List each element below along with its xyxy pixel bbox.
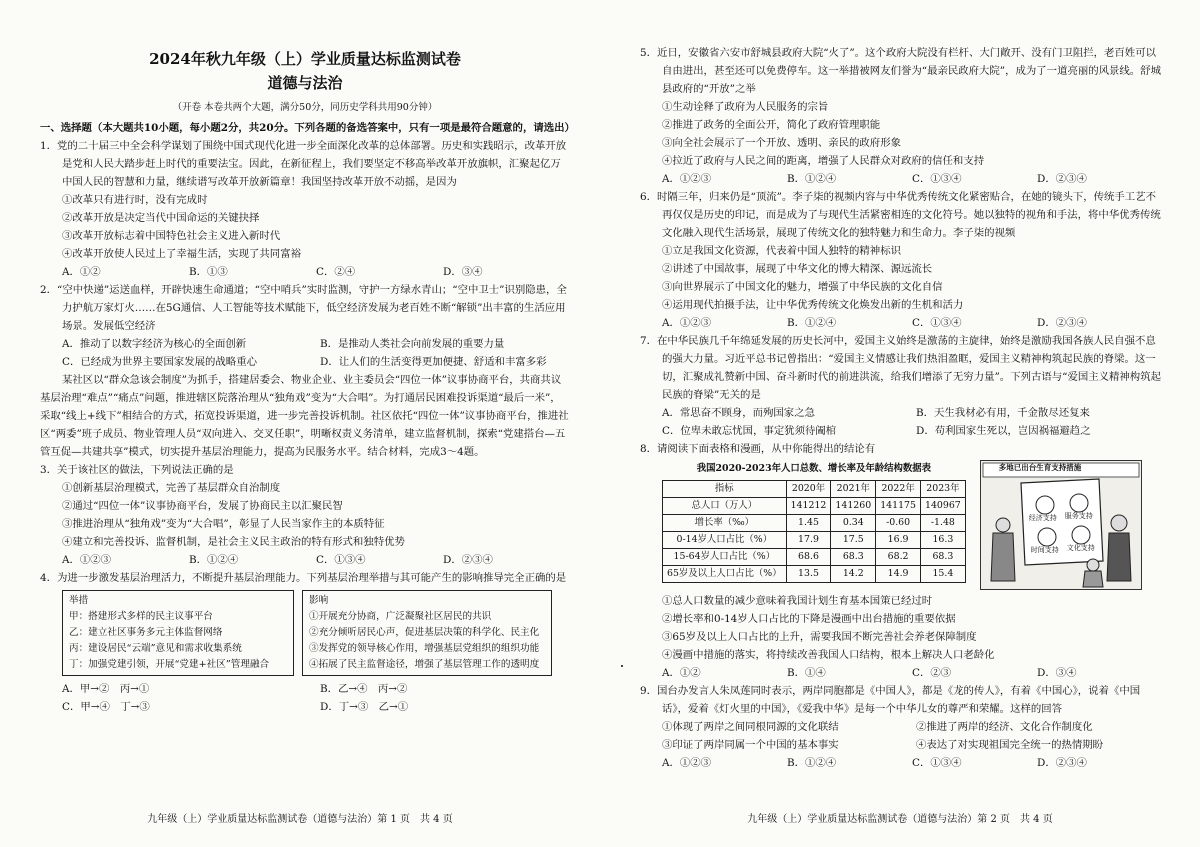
option-b: B．①②④	[787, 173, 837, 185]
table-cell: 1.45	[786, 515, 831, 532]
policy-cartoon	[980, 460, 1142, 590]
table-row	[663, 532, 966, 549]
effect-item: ②充分倾听居民心声，促进基层决策的科学化、民主化	[309, 627, 540, 638]
measures-column	[62, 590, 294, 676]
option-c: C．位卑未敢忘忧国，事定犹须待阖棺	[662, 425, 837, 437]
statement-grid	[640, 718, 1162, 754]
table-cell: 14.2	[831, 566, 876, 583]
table-title: 我国2020-2023年人口总数、增长率及年龄结构数据表	[696, 463, 931, 474]
table-row	[663, 498, 966, 515]
answer-options	[640, 404, 1162, 440]
table-header-cell: 指标	[663, 481, 787, 498]
answer-options	[40, 551, 570, 569]
option-b: B．①②④	[787, 317, 837, 329]
table-cell: 0-14岁人口占比（%）	[663, 532, 787, 549]
option-d: D．②③④	[1037, 317, 1087, 329]
statement-item: ①生动诠释了政府为人民服务的宗旨	[662, 101, 829, 113]
answer-options	[40, 680, 570, 716]
option-a: A．①②③	[662, 757, 712, 769]
table-header-cell: 2022年	[876, 481, 921, 498]
table-cell: 68.3	[831, 549, 876, 566]
section-heading: 一、选择题（本大题共10小题，每小题2分，共20分。下列各题的备选答案中，只有一项是最符合题意的，请选出）	[40, 122, 575, 134]
answer-options	[640, 664, 1162, 682]
cartoon-caption: 多地已出台生育支持措施	[998, 463, 1082, 472]
table-cell: 68.3	[920, 549, 965, 566]
statement-item: ④表达了对实现祖国完全统一的热情期盼	[916, 739, 1104, 751]
question-6	[640, 188, 1162, 332]
statement-item: ②改革开放是决定当代中国命运的关键抉择	[62, 212, 260, 224]
statement-item: ③向世界展示了中国文化的魅力，增强了中华民族的文化自信	[662, 281, 943, 293]
table-header-cell: 2021年	[831, 481, 876, 498]
table-header-cell: 2020年	[786, 481, 831, 498]
statement-item: ②推进了两岸的经济、文化合作制度化	[916, 721, 1093, 733]
page-footer: 九年级（上）学业质量达标监测试卷（道德与法治）第 2 页 共 4 页	[747, 814, 1053, 825]
option-c: C．①③④	[912, 173, 962, 185]
cartoon-label: 服务支持	[1064, 512, 1093, 520]
table-cell: 16.3	[920, 532, 965, 549]
statement-item: ①总人口数量的减少意味着我国计划生育基本国策已经过时	[662, 595, 933, 607]
question-stem: 8．请阅读下面表格和漫画，从中你能得出的结论有	[640, 443, 876, 455]
option-a: A．①②③	[62, 554, 112, 566]
statement-item: ①改革只有进行时，没有完成时	[62, 194, 208, 206]
statement-item: ④拉近了政府与人民之间的距离，增强了人民群众对政府的信任和支持	[662, 155, 985, 167]
question-5	[640, 44, 1162, 188]
question-stem: 1．党的二十届三中全会科学谋划了围绕中国式现代化进一步全面深化改革的总体部署。历史和实践昭示，改革开放是党和人民大踏步赶上时代的重要法宝。因此，在新征程上，我们要坚定不移高举改革开放旗帜，汇聚起亿万中国人民的智慧和力量，继续谱写改革开放新篇章！我国坚持改革开放不动摇，是因为	[40, 140, 567, 188]
question-stem: 7．在中华民族几千年绵延发展的历史长河中，爱国主义始终是激荡的主旋律，始终是激励我国各族人民自强不息的强大力量。习近平总书记曾指出：“爱国主义情感让我们热泪盈眶，爱国主义精神构筑起民族的脊梁。这一切，汇聚成礼赞新中国、奋斗新时代的前进洪流，给我们增添了无穷力量”。下列古语与“爱国主义精神构筑起民族的脊梁”无关的是	[640, 335, 1161, 401]
option-b: B．①②④	[787, 757, 837, 769]
answer-options	[640, 314, 1162, 332]
table-cell: 141212	[786, 498, 831, 515]
statement-item: ④改革开放使人民过上了幸福生活，实现了共同富裕	[62, 248, 301, 260]
population-table-block	[662, 460, 966, 590]
question-8	[640, 440, 1162, 682]
option-d: D．苟利国家生死以，岂因祸福避趋之	[916, 425, 1091, 437]
exam-title: 2024年秋九年级（上）学业质量达标监测试卷	[149, 50, 461, 68]
question-1	[40, 137, 570, 281]
table-cell: 15-64岁人口占比（%）	[663, 549, 787, 566]
data-and-cartoon	[640, 460, 1162, 590]
exam-subject: 道德与法治	[267, 74, 343, 92]
table-cell: -1.48	[920, 515, 965, 532]
statement-item: ③65岁及以上人口占比的上升，需要我国不断完善社会养老保障制度	[662, 631, 977, 643]
question-2	[40, 281, 570, 371]
cartoon-label: 时间支持	[1030, 546, 1059, 554]
option-c: C．②④	[316, 266, 356, 278]
question-7	[640, 332, 1162, 440]
option-c: C．甲→④ 丁→③	[62, 701, 150, 713]
answer-options	[640, 754, 1162, 772]
table-cell: 65岁及以上人口占比（%）	[663, 566, 787, 583]
option-b: B．天生我材必有用，千金散尽还复来	[916, 407, 1090, 419]
question-stem: 4．为进一步激发基层治理活力，不断提升基层治理能力。下列基层治理举措与其可能产生的影响推导完全正确的是	[40, 572, 567, 584]
table-cell: 17.5	[831, 532, 876, 549]
table-header-cell: 2023年	[920, 481, 965, 498]
option-b: B．①④	[787, 667, 826, 679]
question-stem: 5．近日，安徽省六安市舒城县政府大院“火了”。这个政府大院没有栏杆、大门敞开、没有门卫阻拦，老百姓可以自由进出，甚至还可以免费停车。这一举措被网友们誉为“最亲民政府大院”，成为了一道亮丽的风景线。舒城县政府的“开放”之举	[640, 47, 1161, 95]
statement-item: ②讲述了中国故事，展现了中华文化的博大精深、源远流长	[662, 263, 933, 275]
option-a: A．推动了以数字经济为核心的全面创新	[62, 338, 247, 350]
measure-item: 丁：加强党建引领，开展“党建+社区”管理融合	[69, 659, 270, 670]
option-d: D．②③④	[1037, 173, 1087, 185]
option-c: C．①③④	[912, 757, 962, 769]
answer-options	[40, 263, 570, 281]
table-cell: 68.2	[876, 549, 921, 566]
statement-item: ③印证了两岸同属一个中国的基本事实	[662, 739, 839, 751]
table-header-row	[663, 481, 966, 498]
statement-item: ①创新基层治理模式，完善了基层群众自治制度	[62, 482, 281, 494]
table-cell: 总人口（万人）	[663, 498, 787, 515]
table-cell: 141260	[831, 498, 876, 515]
statement-item: ①体现了两岸之间同根同源的文化联结	[662, 721, 839, 733]
statement-item: ③向全社会展示了一个开放、透明、亲民的政府形象	[662, 137, 901, 149]
option-c: C．①③④	[316, 554, 366, 566]
option-c: C．①③④	[912, 317, 962, 329]
exam-page-2	[600, 0, 1200, 847]
table-cell: 增长率（‰）	[663, 515, 787, 532]
effect-item: ④拓展了民主监督途径，增强了基层管理工作的透明度	[309, 659, 540, 670]
question-3	[40, 461, 570, 569]
option-d: D．丁→③ 乙→①	[320, 701, 409, 713]
option-a: A．①②	[62, 266, 101, 278]
table-cell: 68.6	[786, 549, 831, 566]
cartoon-label: 经济支持	[1028, 514, 1057, 522]
statement-item: ②增长率和0-14岁人口占比的下降是漫画中出台措施的重要依据	[662, 613, 956, 625]
option-a: A．甲→② 丙→①	[62, 683, 150, 695]
option-c: C．②③	[912, 667, 952, 679]
table-cell: 13.5	[786, 566, 831, 583]
cartoon-label: 文化支持	[1066, 544, 1095, 552]
statement-item: ①立足我国文化资源，代表着中国人独特的精神标识	[662, 245, 901, 257]
table-cell: 15.4	[920, 566, 965, 583]
option-d: D．②③④	[443, 554, 493, 566]
option-d: D．②③④	[1037, 757, 1087, 769]
population-table	[662, 480, 966, 583]
option-d: D．③④	[1037, 667, 1077, 679]
page-footer: 九年级（上）学业质量达标监测试卷（道德与法治）第 1 页 共 4 页	[147, 814, 453, 825]
measures-effects-box	[62, 590, 570, 676]
effects-title: 影响	[309, 595, 329, 606]
question-stem: 2．“空中快递”运送血样，开辟快速生命通道；“空中哨兵”实时监测，守护一方绿水青山；“空中卫士”识别隐患，全力护航万家灯火……在5G通信、人工智能等技术赋能下，低空经济发展为老百姓不断“解锁”出丰富的生活应用场景。发展低空经济	[40, 284, 567, 332]
statement-item: ④建立和完善投诉、监督机制，是社会主义民主政治的特有形式和独特优势	[62, 536, 405, 548]
measures-title: 举措	[69, 595, 89, 606]
option-b: B．乙→④ 丙→②	[320, 683, 408, 695]
table-cell: 17.9	[786, 532, 831, 549]
option-d: D．③④	[443, 266, 483, 278]
table-cell: 140967	[920, 498, 965, 515]
option-c: C．已经成为世界主要国家发展的战略重心	[62, 356, 257, 368]
table-row	[663, 515, 966, 532]
table-row	[663, 549, 966, 566]
scan-speck	[621, 665, 623, 667]
statement-item: ③改革开放标志着中国特色社会主义进入新时代	[62, 230, 281, 242]
measure-item: 甲：搭建形式多样的民主议事平台	[69, 611, 213, 622]
effects-column	[302, 590, 552, 676]
statement-item: ③推进治理从“独角戏”变为“大合唱”，彰显了人民当家作主的本质特征	[62, 518, 385, 530]
question-stem: 9．国台办发言人朱凤莲同时表示，两岸同胞都是《中国人》，都是《龙的传人》，有着《中国心》，说着《中国话》，爱着《灯火里的中国》，《爱我中华》是每一个中华儿女的尊严和荣耀。这样的回答	[640, 685, 1141, 715]
measure-item: 乙：建立社区事务多元主体监督网络	[69, 627, 223, 638]
question-9	[640, 682, 1162, 772]
statement-item: ②推进了政务的全面公开，简化了政府管理职能	[662, 119, 881, 131]
option-d: D．让人们的生活变得更加便捷、舒适和丰富多彩	[320, 356, 547, 368]
table-cell: 141175	[876, 498, 921, 515]
measure-item: 丙：建设居民“云端”意见和需求收集系统	[69, 643, 242, 654]
option-a: A．①②③	[662, 317, 712, 329]
statement-item: ②通过“四位一体”议事协商平台，发展了协商民主以汇聚民智	[62, 500, 343, 512]
statement-item: ④漫画中措施的落实，将持续改善我国人口结构，根本上解决人口老龄化	[662, 649, 995, 661]
cartoon-illustration	[981, 461, 1141, 589]
table-cell: 16.9	[876, 532, 921, 549]
option-a: A．常思奋不顾身，而殉国家之急	[662, 407, 815, 419]
question-4	[40, 569, 570, 716]
reading-material: 某社区以“群众急该会制度”为抓手，搭建居委会、物业企业、业主委员会“四位一体”议事协商平台，共商共议基层治理“难点”“痛点”问题，推进辖区院落治理从“独角戏”变为“大合唱”。为打通居民困难投诉渠道“最后一米”，采取“线上+线下”相结合的方式，拓宽投诉渠道，进一步完善投诉机制。社区依托“四位一体”议事协商平台，推进社区“两委”班子成员、物业管理人员“双向进入、交叉任职”，明晰权责义务清单，建立监督机制，探索“党建搭台—五管互促—共建共享”模式，切实提升基层治理能力，提高为民服务水平。结合材料，完成3～4题。	[40, 374, 569, 458]
table-cell: 0.34	[831, 515, 876, 532]
table-cell: -0.60	[876, 515, 921, 532]
answer-options	[40, 335, 570, 371]
option-b: B．①③	[189, 266, 228, 278]
exam-note: （开卷 本卷共两个大题，满分50分，同历史学科共用90分钟）	[172, 102, 438, 113]
option-b: B．①②④	[189, 554, 239, 566]
effect-item: ①开展充分协商，广泛凝聚社区居民的共识	[309, 611, 492, 622]
table-row	[663, 566, 966, 583]
table-cell: 14.9	[876, 566, 921, 583]
option-b: B．是推动人类社会向前发展的重要力量	[320, 338, 505, 350]
answer-options	[640, 170, 1162, 188]
effect-item: ③发挥党的领导核心作用，增强基层党组织的组织功能	[309, 643, 540, 654]
question-stem: 6．时隔三年，归来仍是“顶流”。李子柒的视频内容与中华优秀传统文化紧密贴合，在她的镜头下，传统手工艺不再仅仅是历史的印记，而是成为了与现代生活紧密相连的文化符号。她以独特的视角和手法，将中华优秀传统文化融入现代生活场景，展现了传统文化的独特魅力和生命力。李子柒的视频	[640, 191, 1161, 239]
option-a: A．①②	[662, 667, 701, 679]
option-a: A．①②③	[662, 173, 712, 185]
statement-item: ④运用现代拍摄手法，让中华优秀传统文化焕发出新的生机和活力	[662, 299, 964, 311]
question-stem: 3．关于该社区的做法，下列说法正确的是	[40, 464, 234, 476]
